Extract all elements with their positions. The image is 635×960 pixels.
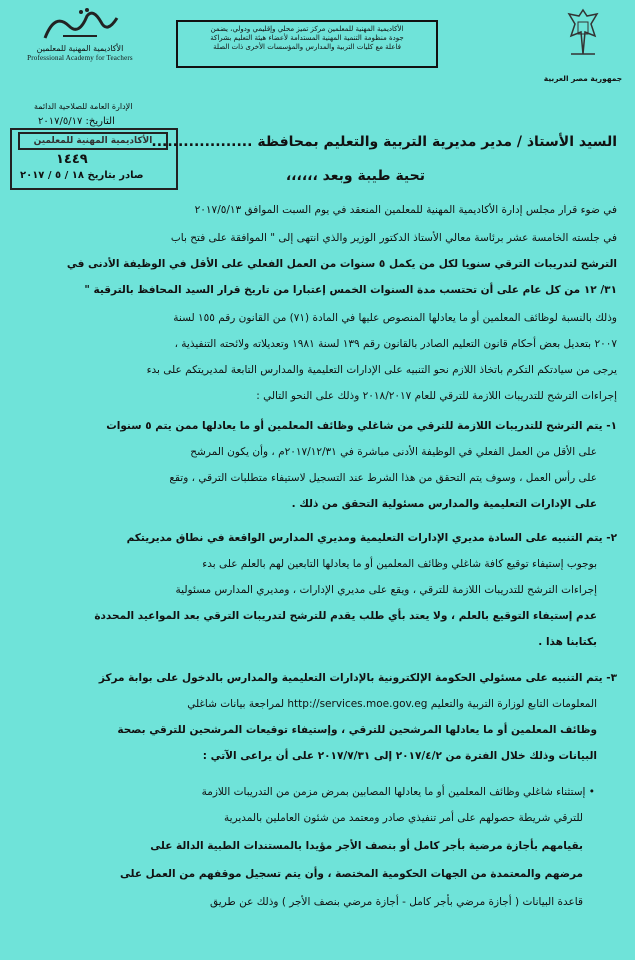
item2-line: بكتابنا هذا .	[538, 636, 597, 648]
bullet-line: للترقي شريطة حصولهم على أمر تنفيذي صادر ومعتمد من شئون العاملين بالمديرية	[224, 812, 583, 824]
eagle-emblem-icon	[543, 6, 623, 60]
republic-caption: جمهورية مصر العربية	[543, 74, 623, 83]
mission-line: فاعلة مع كليات التربية والمدارس والمؤسسات الأخرى ذات الصلة	[213, 43, 401, 51]
item1-line: على رأس العمل ، وسوف يتم التحقق من هذا الشرط عند التسجيل لاستيفاء متطلبات الترقي ، وتقع	[169, 472, 597, 484]
greeting-line: تحية طيبة وبعد ،،،،،،	[285, 168, 425, 184]
item3-line	[187, 698, 597, 711]
body-line: وذلك بالنسبة لوظائف المعلمين أو ما يعادلها المنصوص عليها في المادة (٧١) من القانون رقم ١٥٥ لسنة	[173, 312, 617, 324]
academy-logo	[10, 6, 150, 63]
item2-line: ٢- يتم التنبيه على السادة مديري الإدارات التعليمية ومديري المدارس الواقعة في نطاق مديريتكم	[126, 532, 617, 544]
decision-line: ٣١/ ١٢ من كل عام على أن تحتسب مدة السنوات الخمس إعتبارا من تاريخ قرار السيد المحافظ بالترقية "	[84, 284, 617, 296]
bullet-line: مرضهم والمعتمدة من الجهات الحكومية المختصة ، وأن يتم تسجيل موقفهم من العمل على	[119, 868, 583, 880]
item3-line: البيانات وذلك خلال الفترة من ٢٠١٧/٤/٢ إلى ٢٠١٧/٧/٣١ على أن يراعى الآتي :	[202, 750, 597, 762]
mission-line: جودة منظومة التنمية المهنية المستدامة لأعضاء هيئة التعليم بشراكة	[210, 34, 404, 42]
item2-line: عدم إستيفاء التوقيع بالعلم ، ولا يعتد بأي طلب يقدم للترشح لتدريبات الترقي بعد المواعيد المحددة	[94, 610, 597, 622]
decision-line: الترشح لتدريبات الترقي سنويا لكل من يكمل ٥ سنوات من العمل الفعلي على الأقل في الوظيفة الأدنى في	[66, 258, 617, 270]
academy-name-ar: الأكاديمية المهنية للمعلمين	[36, 44, 124, 53]
moe-portal-link[interactable]: http://services.moe.gov.eg	[287, 698, 428, 710]
item2-line: إجراءات الترشح للتدريبات اللازمة للترقي ، ويقع على مديري الإدارات ، ومديري المدارس مسئولية	[175, 584, 597, 596]
item3-line-part: لمراجعة بيانات شاغلي	[187, 698, 285, 710]
item3-line-part: المعلومات التابع لوزارة التربية والتعليم	[430, 698, 597, 710]
addressee-line: السيد الأستاذ / مدير مديرية التربية والتعليم بمحافظة ...................	[151, 134, 617, 150]
mission-line: الأكاديمية المهنية للمعلمين مركز تميز محلي وإقليمي ودولي، يضمن	[210, 25, 404, 33]
bullet-line: بقيامهم بأجازة مرضية بأجر كامل أو بنصف الأجر مؤيدا بالمستندات الطبية الدالة على	[150, 840, 583, 852]
mission-box	[176, 20, 438, 68]
item3-line: وظائف المعلمين أو ما يعادلها المرشحين للترقي ، وإستيفاء توقيعات المرشحين للترقي بصحة	[117, 724, 597, 736]
academy-emblem-icon	[10, 6, 150, 42]
bullet-line: قاعدة البيانات ( أجازة مرضي بأجر كامل - أجازة مرضي بنصف الأجر ) وذلك عن طريق	[209, 896, 583, 908]
item1-line: على الإدارات التعليمية والمدارس مسئولية التحقق من ذلك .	[291, 498, 597, 510]
intro-line: في ضوء قرار مجلس إدارة الأكاديمية المهنية للمعلمين المنعقد في يوم السبت الموافق ٢٠١٧/٥/١٣	[194, 204, 617, 216]
stamp-issued-date: صادر بتاريخ ١٨ / ٥ / ٢٠١٧	[20, 170, 144, 181]
item2-line: بوجوب إستيفاء توقيع كافة شاغلي وظائف المعلمين أو ما يعادلها التابعين لهم بالعلم على بدء	[202, 558, 597, 570]
body-line: إجراءات الترشح للتدريبات اللازمة للترقي للعام ٢٠١٨/٢٠١٧ وذلك على النحو التالي :	[256, 390, 617, 402]
item1-line: على الأقل من العمل الفعلي في الوظيفة الأدنى مباشرة في ٢٠١٧/١٢/٣١م ، وأن يكون المرشح	[190, 446, 597, 458]
intro-line: في جلسته الخامسة عشر برئاسة معالي الأستاذ الدكتور الوزير والذي انتهى إلى " الموافقة على فتح باب	[170, 232, 617, 244]
document-date: التاريخ: ٢٠١٧/٥/١٧	[38, 116, 115, 127]
republic-logo	[543, 6, 623, 83]
item3-line: ٣- يتم التنبيه على مسئولي الحكومة الإلكترونية بالإدارات التعليمية والمدارس بالدخول على بوابة مركز	[98, 672, 617, 684]
department-name: الإدارة العامة للصلاحية الدائمة	[34, 102, 133, 111]
stamp-number: ١٤٤٩	[56, 152, 88, 167]
bullet-line: • إستثناء شاغلي وظائف المعلمين أو ما يعادلها المصابين بمرض مزمن من التدريبات اللازمة	[201, 786, 595, 798]
item1-line: ١- يتم الترشح للتدريبات اللازمة للترقي من شاغلي وظائف المعلمين أو ما يعادلها ممن يتم ٥ سنوات	[106, 420, 617, 432]
body-line: ٢٠٠٧ بتعديل بعض أحكام قانون التعليم الصادر بالقانون رقم ١٣٩ لسنة ١٩٨١ وتعديلاته ولائحته التنفيذية ،	[174, 338, 617, 350]
body-line: يرجى من سيادتكم التكرم باتخاذ اللازم نحو التنبيه على الإدارات التعليمية والمدارس التابعة لمديريتكم على بدء	[146, 364, 617, 376]
academy-name-en: Professional Academy for Teachers	[27, 54, 133, 62]
stamp-title: الأكاديمية المهنية للمعلمين	[18, 132, 168, 150]
